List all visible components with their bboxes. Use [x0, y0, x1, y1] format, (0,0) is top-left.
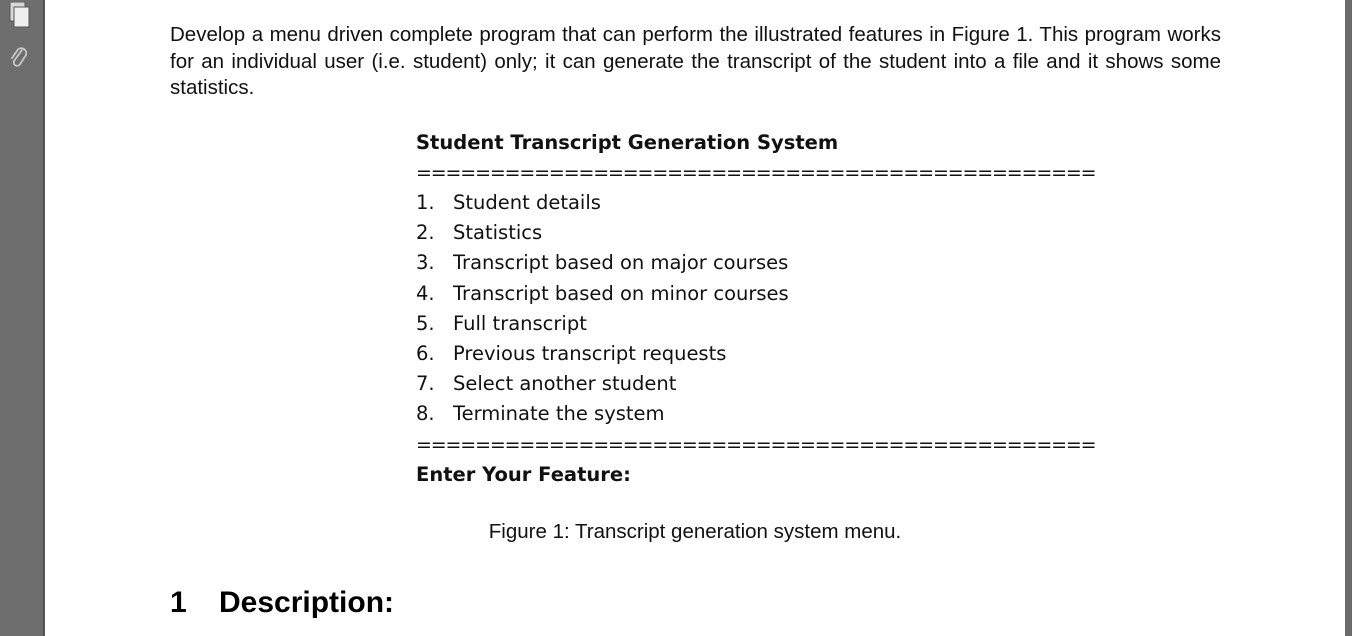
- menu-item-label: Transcript based on minor courses: [453, 281, 789, 305]
- menu-item-number: 4.: [416, 281, 435, 305]
- menu-item: [416, 188, 1016, 218]
- menu-item-label: Previous transcript requests: [453, 341, 727, 365]
- menu-separator-bottom: ==============================================: [416, 433, 1096, 456]
- menu-item: [416, 339, 1016, 369]
- menu-item: [416, 369, 1016, 399]
- menu-item-number: 8.: [416, 402, 435, 426]
- menu-item-label: Full transcript: [453, 311, 587, 335]
- menu-title: Student Transcript Generation System: [416, 131, 839, 154]
- menu-item: [416, 218, 1016, 248]
- attachment-icon[interactable]: [4, 42, 34, 74]
- menu-item-number: 2.: [416, 221, 435, 245]
- menu-item-label: Statistics: [453, 221, 543, 245]
- menu-item-number: 1.: [416, 191, 435, 214]
- menu-item-number: 7.: [416, 372, 435, 396]
- menu-item-label: Transcript based on major courses: [453, 251, 789, 275]
- figure-caption: Figure 1: Transcript generation system menu.: [488, 520, 902, 543]
- document-page: [45, 0, 1345, 636]
- menu-item: [416, 248, 1016, 278]
- section-heading: [170, 586, 394, 620]
- menu-item-number: 5.: [416, 311, 435, 335]
- menu-item-label: Select another student: [453, 372, 677, 396]
- intro-paragraph: Develop a menu driven complete program that can perform the illustrated features in Figure 1. This program works for an individual user (i.e. student) only; it can generate the transcript of the student into a file and it shows some statistics.: [170, 23, 1221, 99]
- menu-item: [416, 309, 1016, 339]
- menu-item-number: 3.: [416, 251, 435, 275]
- pages-icon[interactable]: [4, 0, 34, 32]
- viewer-right-edge: [1345, 0, 1352, 636]
- section-number: 1: [170, 586, 187, 619]
- menu-separator-top: ==============================================: [416, 162, 1096, 184]
- sidebar: [0, 0, 44, 636]
- menu-item-label: Student details: [453, 191, 601, 214]
- menu-item: [416, 279, 1016, 309]
- menu-figure: [416, 128, 1096, 490]
- menu-item-number: 6.: [416, 341, 435, 365]
- menu-prompt: Enter Your Feature:: [416, 462, 631, 486]
- menu-item-label: Terminate the system: [453, 402, 665, 426]
- menu-item: [416, 399, 1016, 429]
- section-title: Description:: [219, 586, 395, 619]
